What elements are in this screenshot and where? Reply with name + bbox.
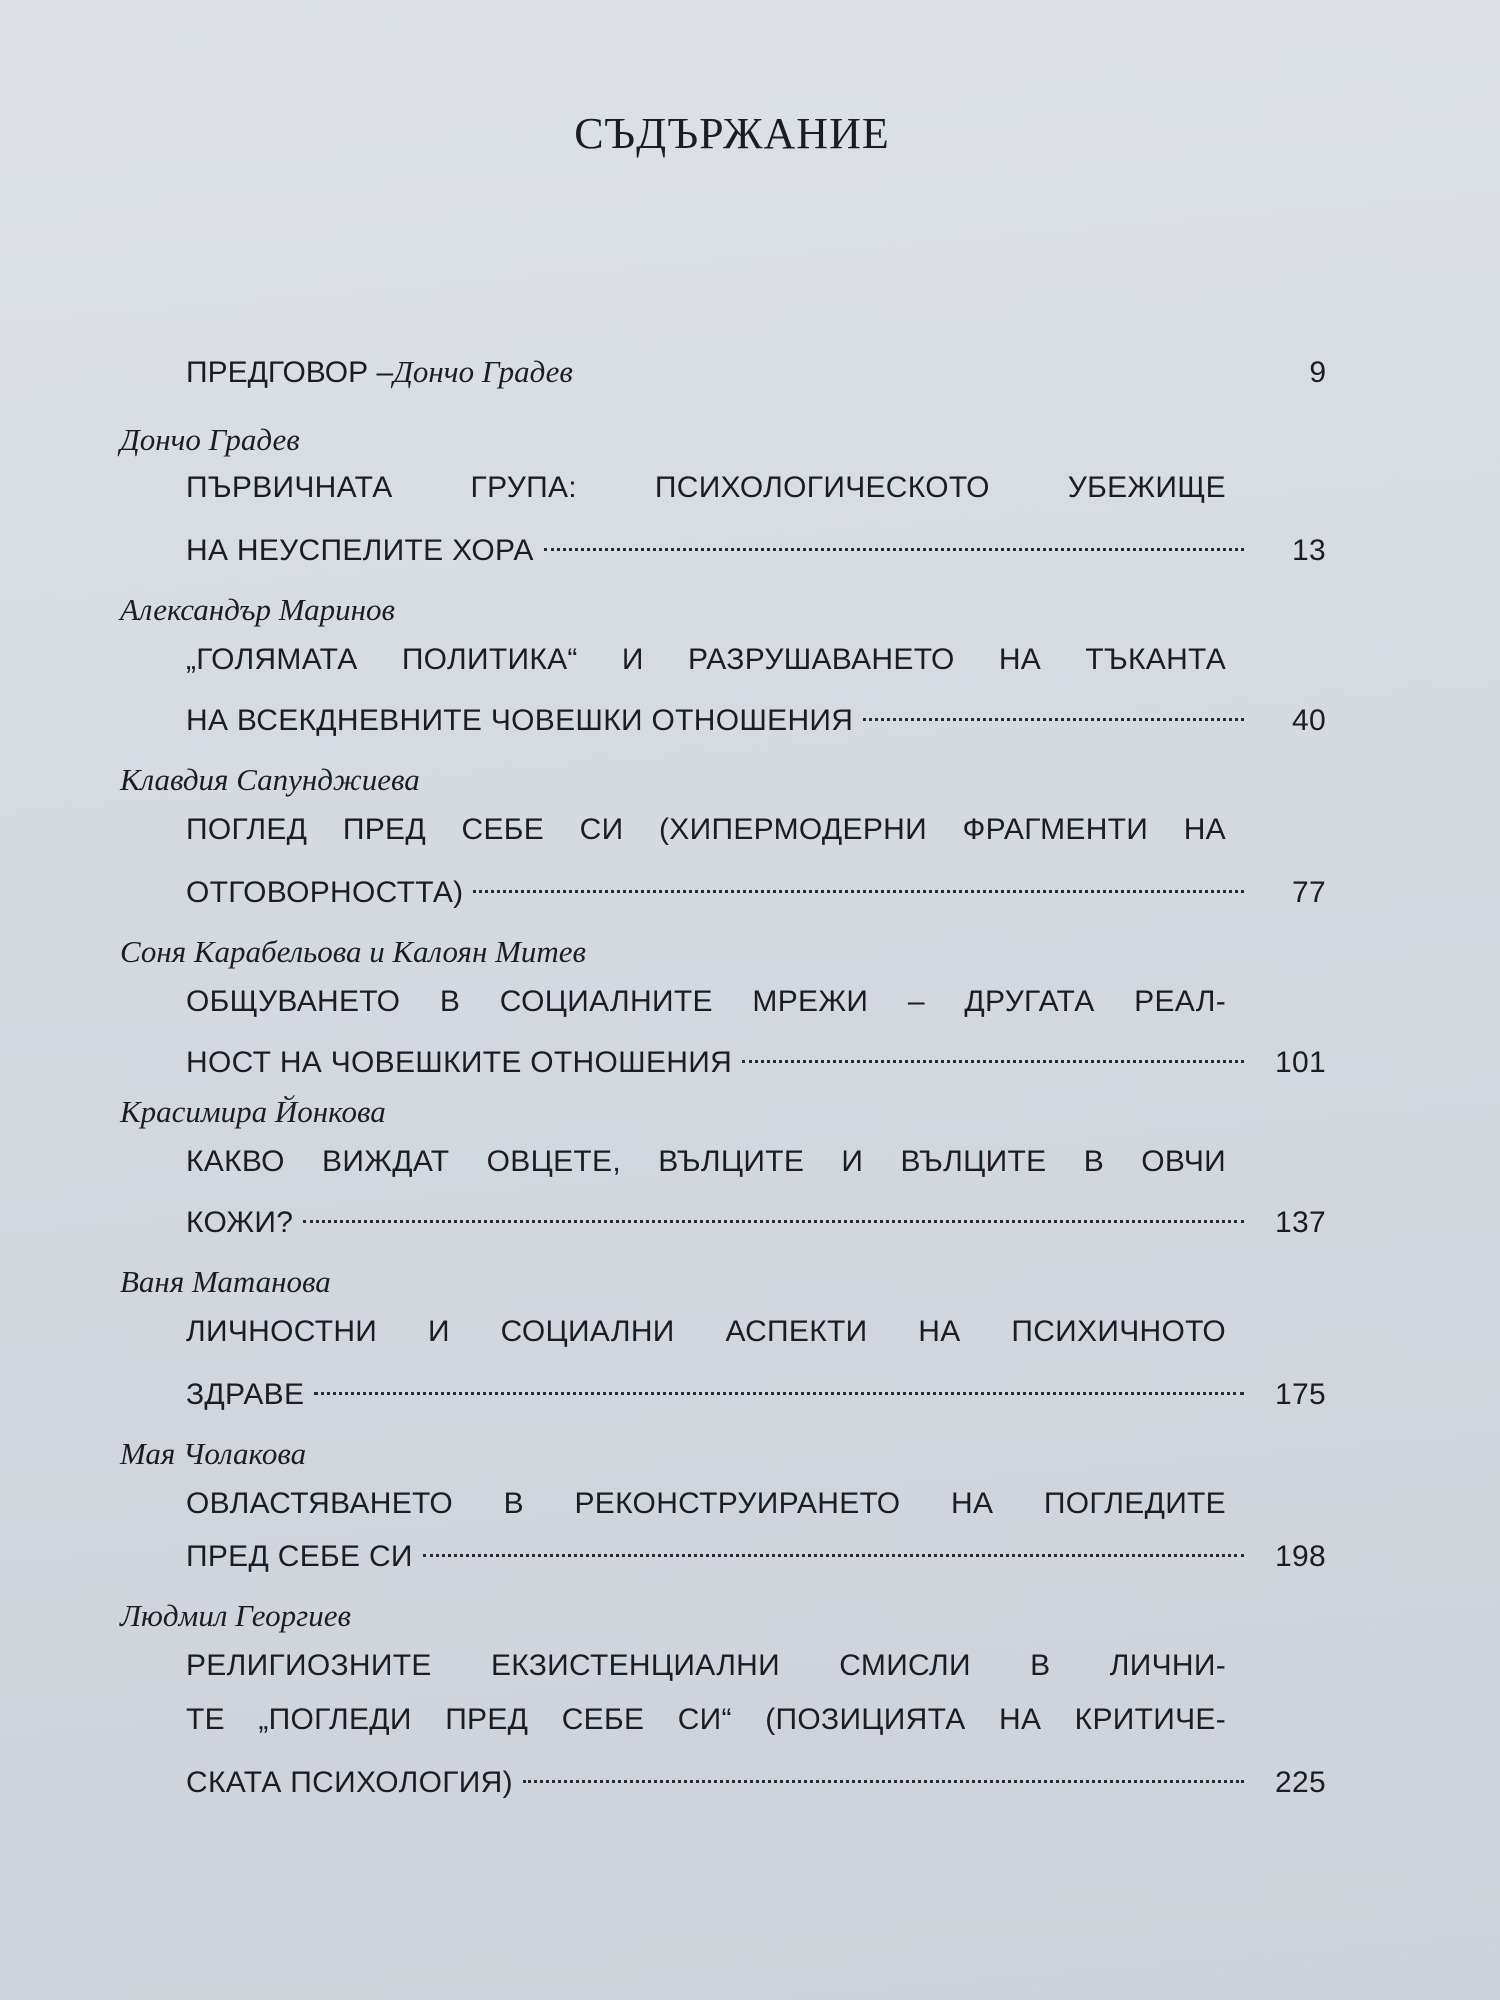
toc-entry-author: Соня Карабельова и Калоян Митев bbox=[120, 934, 586, 969]
toc-entry-title-line: „ГОЛЯМАТА ПОЛИТИКА“ И РАЗРУШАВАНЕТО НА ТЪКАНТА bbox=[186, 643, 1226, 676]
toc-entry-title-end: ПРЕД СЕБЕ СИ bbox=[186, 1540, 413, 1573]
toc-entry-last-line bbox=[186, 862, 1326, 913]
toc-entry-author: Клавдия Сапунджиева bbox=[120, 762, 420, 797]
toc-entry-page-number: 175 bbox=[1275, 1378, 1326, 1411]
toc-entry-title-line: ТЕ „ПОГЛЕДИ ПРЕД СЕБЕ СИ“ (ПОЗИЦИЯТА НА КРИТИЧЕ- bbox=[186, 1703, 1226, 1736]
toc-entry-last-line bbox=[186, 1752, 1326, 1803]
dot-leader bbox=[523, 1752, 1244, 1792]
toc-entry-page-number: 40 bbox=[1292, 704, 1326, 737]
dot-leader bbox=[544, 520, 1244, 560]
dot-leader bbox=[314, 1364, 1244, 1404]
toc-entry-last-line bbox=[186, 690, 1326, 741]
preface-author: Дончо Градев bbox=[393, 354, 573, 389]
toc-entry-title-line: ПЪРВИЧНАТА ГРУПА: ПСИХОЛОГИЧЕСКОТО УБЕЖИЩЕ bbox=[186, 471, 1226, 504]
toc-entry-author: Людмил Георгиев bbox=[120, 1598, 351, 1633]
toc-entry-page-number: 137 bbox=[1275, 1206, 1326, 1239]
toc-entry-author: Дончо Градев bbox=[120, 422, 300, 457]
toc-entry-page-number: 77 bbox=[1292, 876, 1326, 909]
preface-label: ПРЕДГОВОР – bbox=[186, 356, 394, 389]
toc-entry-title-end: ЗДРАВЕ bbox=[186, 1378, 305, 1411]
toc-entry-title-end: СКАТА ПСИХОЛОГИЯ) bbox=[186, 1766, 513, 1799]
toc-entry-title-line: ПОГЛЕД ПРЕД СЕБЕ СИ (ХИПЕРМОДЕРНИ ФРАГМЕНТИ НА bbox=[186, 813, 1226, 846]
toc-entry-last-line bbox=[186, 1364, 1326, 1415]
toc-entry-last-line bbox=[186, 1032, 1326, 1083]
toc-entry-title-end: НА ВСЕКДНЕВНИТЕ ЧОВЕШКИ ОТНОШЕНИЯ bbox=[186, 704, 854, 737]
toc-entry-title-end: ОТГОВОРНОСТТА) bbox=[186, 876, 464, 909]
page-title: СЪДЪРЖАНИЕ bbox=[574, 109, 890, 158]
toc-entry-last-line bbox=[186, 1192, 1326, 1243]
toc-entry-page-number: 101 bbox=[1275, 1046, 1326, 1079]
toc-entry-author: Ваня Матанова bbox=[120, 1264, 331, 1299]
toc-entry-title-end: НА НЕУСПЕЛИТЕ ХОРА bbox=[186, 534, 534, 567]
dot-leader bbox=[303, 1192, 1244, 1232]
dot-leader bbox=[863, 690, 1244, 730]
toc-entry-author: Мая Чолакова bbox=[120, 1436, 307, 1471]
dot-leader bbox=[423, 1526, 1244, 1566]
toc-entry-page-number: 13 bbox=[1292, 534, 1326, 567]
toc-preface bbox=[186, 352, 1326, 393]
toc-entry-title-line: КАКВО ВИЖДАТ ОВЦЕТЕ, ВЪЛЦИТЕ И ВЪЛЦИТЕ В ОВЧИ bbox=[186, 1145, 1226, 1178]
dot-leader bbox=[742, 1032, 1244, 1072]
toc-entry-author: Александър Маринов bbox=[120, 592, 395, 627]
toc-entry-page-number: 225 bbox=[1275, 1766, 1326, 1799]
toc-entry-title-line: ОБЩУВАНЕТО В СОЦИАЛНИТЕ МРЕЖИ – ДРУГАТА РЕАЛ- bbox=[186, 985, 1226, 1018]
toc-entry-title-line: ОВЛАСТЯВАНЕТО В РЕКОНСТРУИРАНЕТО НА ПОГЛЕДИТЕ bbox=[186, 1487, 1226, 1520]
dot-leader bbox=[473, 862, 1244, 902]
toc-entry-last-line bbox=[186, 1526, 1326, 1577]
preface-page-number: 9 bbox=[1309, 356, 1326, 389]
toc-entry-page-number: 198 bbox=[1275, 1540, 1326, 1573]
toc-entry-title-end: КОЖИ? bbox=[186, 1206, 294, 1239]
toc-entry-last-line bbox=[186, 520, 1326, 571]
toc-entry-title-line: ЛИЧНОСТНИ И СОЦИАЛНИ АСПЕКТИ НА ПСИХИЧНОТО bbox=[186, 1315, 1226, 1348]
toc-entry-author: Красимира Йонкова bbox=[120, 1094, 386, 1129]
toc-entry-title-line: РЕЛИГИОЗНИТЕ ЕКЗИСТЕНЦИАЛНИ СМИСЛИ В ЛИЧНИ- bbox=[186, 1649, 1226, 1682]
toc-entry-title-end: НОСТ НА ЧОВЕШКИТЕ ОТНОШЕНИЯ bbox=[186, 1046, 733, 1079]
